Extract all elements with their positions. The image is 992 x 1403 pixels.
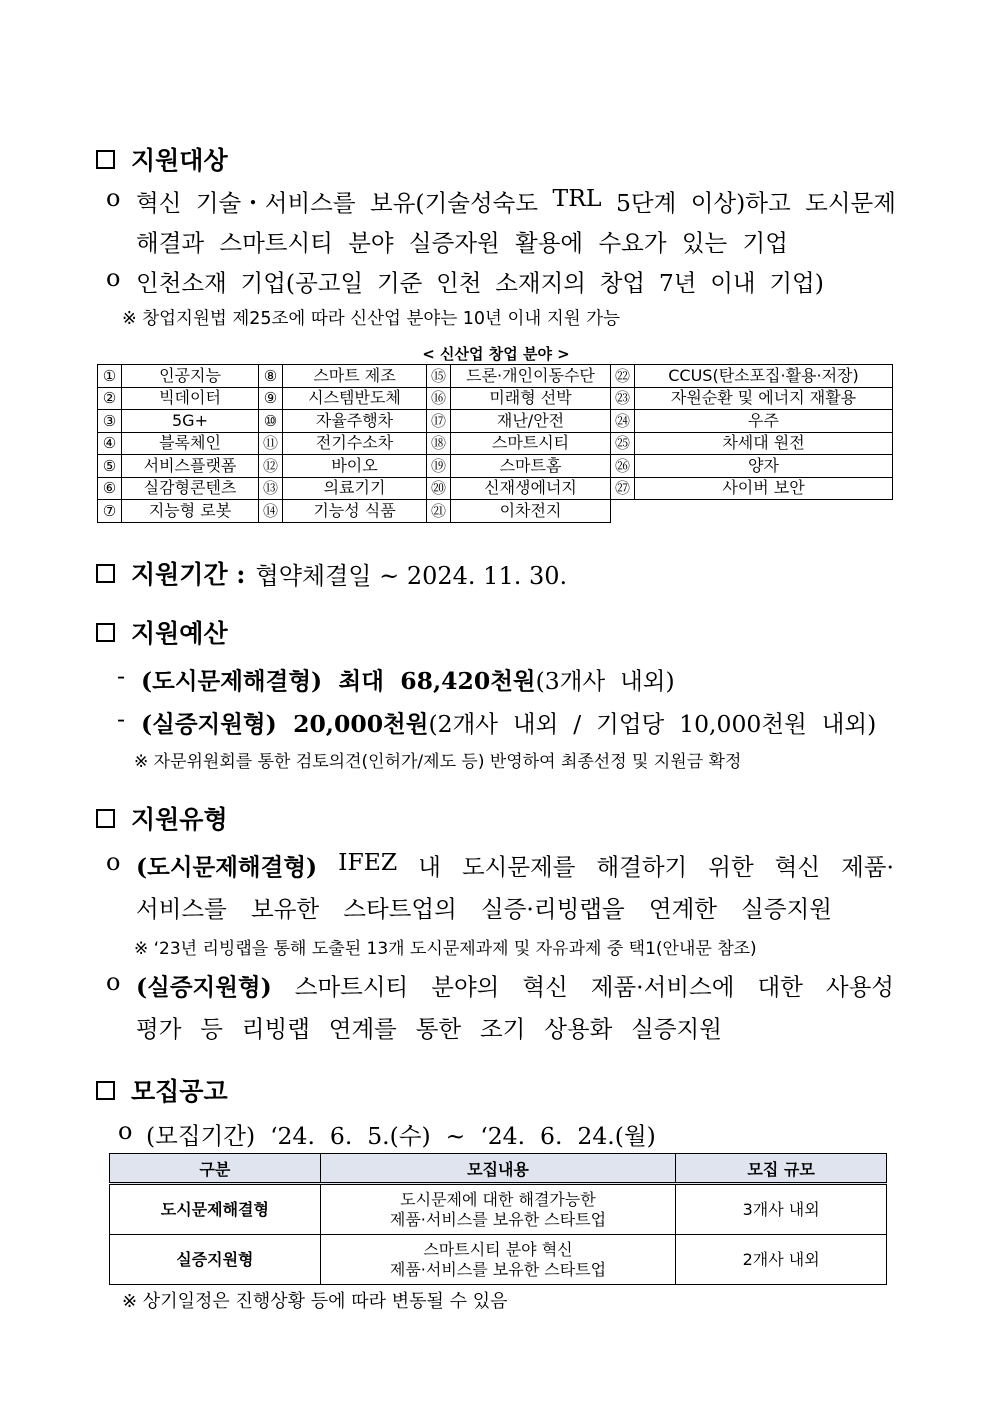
bullet-marker: o — [106, 848, 121, 876]
bullet-marker: o — [118, 1117, 133, 1145]
type-b2-line1: (실증지원형) 스마트시티 분야의 혁신 제품·서비스에 대한 사용성 — [136, 973, 894, 1001]
type-b1-line2: 서비스를 보유한 스타트업의 실증·리빙랩을 연계한 실증지원 — [136, 895, 832, 923]
budget-line1: (도시문제해결형) 최대 68,420천원(3개사 내외) — [141, 667, 675, 695]
field-name: 블록체인 — [122, 432, 259, 455]
field-number: ② — [98, 387, 122, 410]
field-name: 의료기기 — [283, 477, 427, 500]
fields-row — [98, 410, 893, 433]
type-b1-line1: (도시문제해결형) IFEZ 내 도시문제를 해결하기 위한 혁신 제품· — [136, 848, 894, 881]
field-number: ㉕ — [611, 432, 635, 455]
bullet-marker: o — [106, 264, 121, 292]
field-name: 재난/안전 — [451, 410, 611, 433]
field-number: ⑯ — [427, 387, 451, 410]
type-b1-note: ※ ‘23년 리빙랩을 통해 도출된 13개 도시문제과제 및 자유과제 중 택1(안내문 참조) — [134, 939, 757, 959]
field-number: ⑬ — [259, 477, 283, 500]
checkbox-square-icon — [96, 1081, 115, 1100]
field-name: 빅데이터 — [122, 387, 259, 410]
field-number: ⑤ — [98, 455, 122, 478]
target-bullet1-line1: 혁신 기술・서비스를 보유(기술성숙도 TRL 5단계 이상)하고 도시문제 — [136, 184, 896, 217]
field-number: ⑧ — [259, 365, 283, 388]
field-name: 자원순환 및 에너지 재활용 — [635, 387, 893, 410]
budget-note: ※ 자문위원회를 통한 검토의견(인허가/제도 등) 반영하여 최종선정 및 지원금 확정 — [134, 752, 742, 772]
field-number: ⑲ — [427, 455, 451, 478]
bullet-marker: o — [106, 968, 121, 996]
field-name: CCUS(탄소포집·활용·저장) — [635, 365, 893, 388]
field-number: ⑮ — [427, 365, 451, 388]
field-number: ⑥ — [98, 477, 122, 500]
recruit-table-header — [110, 1154, 887, 1184]
field-number: ⑰ — [427, 410, 451, 433]
row-content: 도시문제에 대한 해결가능한 제품·서비스를 보유한 스타트업 — [320, 1184, 676, 1235]
field-name: 서비스플랫폼 — [122, 455, 259, 478]
field-name: 우주 — [635, 410, 893, 433]
section-heading-type: 지원유형 — [96, 800, 228, 836]
period-value: 협약체결일 ~ 2024. 11. 30. — [255, 561, 568, 590]
field-name: 5G+ — [122, 410, 259, 433]
bullet-marker: o — [106, 184, 121, 212]
fields-row — [98, 477, 893, 500]
field-number: ⑱ — [427, 432, 451, 455]
field-name: 자율주행차 — [283, 410, 427, 433]
budget-line2: (실증지원형) 20,000천원(2개사 내외 / 기업당 10,000천원 내외) — [141, 710, 877, 738]
field-number: ㉖ — [611, 455, 635, 478]
field-number: ㉗ — [611, 477, 635, 500]
field-number: ㉑ — [427, 500, 451, 523]
table-row — [110, 1184, 887, 1235]
field-name: 지능형 로봇 — [122, 500, 259, 523]
fields-row — [98, 455, 893, 478]
field-name: 전기수소차 — [283, 432, 427, 455]
checkbox-square-icon — [96, 564, 115, 583]
field-number: ① — [98, 365, 122, 388]
field-number: ⑫ — [259, 455, 283, 478]
field-name: 바이오 — [283, 455, 427, 478]
field-name: 스마트 제조 — [283, 365, 427, 388]
section-heading-period: 지원기간 : 협약체결일 ~ 2024. 11. 30. — [96, 555, 567, 591]
target-note: ※ 창업지원법 제25조에 따라 신산업 분야는 10년 이내 지원 가능 — [122, 309, 621, 329]
dash-marker: - — [117, 662, 126, 690]
field-name: 이차전지 — [451, 500, 611, 523]
checkbox-square-icon — [96, 623, 115, 642]
table-row — [110, 1235, 887, 1285]
field-name: 신재생에너지 — [451, 477, 611, 500]
field-name: 사이버 보안 — [635, 477, 893, 500]
fields-row — [98, 387, 893, 410]
col-header-category: 구분 — [110, 1154, 321, 1184]
target-bullet2: 인천소재 기업(공고일 기준 인천 소재지의 창업 7년 이내 기업) — [136, 269, 824, 297]
field-name: 스마트홈 — [451, 455, 611, 478]
checkbox-square-icon — [96, 150, 115, 169]
field-name: 미래형 선박 — [451, 387, 611, 410]
field-name: 양자 — [635, 455, 893, 478]
section-heading-recruit: 모집공고 — [96, 1072, 228, 1108]
fields-table-title: < 신산업 창업 분야 > — [422, 345, 570, 363]
type-b2-line2: 평가 등 리빙랩 연계를 통한 조기 상용화 실증지원 — [136, 1015, 722, 1043]
section-heading-budget: 지원예산 — [96, 614, 228, 650]
row-category: 실증지원형 — [110, 1235, 321, 1285]
fields-table — [97, 364, 893, 523]
field-number: ⑩ — [259, 410, 283, 433]
section-heading-target: 지원대상 — [96, 141, 228, 177]
fields-row — [98, 432, 893, 455]
row-scale: 3개사 내외 — [676, 1184, 887, 1235]
field-name: 기능성 식품 — [283, 500, 427, 523]
row-category: 도시문제해결형 — [110, 1184, 321, 1235]
field-number: ㉓ — [611, 387, 635, 410]
dash-marker: - — [117, 705, 126, 733]
recruit-table — [109, 1153, 887, 1285]
recruit-period: (모집기간) ‘24. 6. 5.(수) ~ ‘24. 6. 24.(월) — [146, 1122, 656, 1150]
row-scale: 2개사 내외 — [676, 1235, 887, 1285]
field-number: ㉒ — [611, 365, 635, 388]
target-bullet1-line2: 해결과 스마트시티 분야 실증자원 활용에 수요가 있는 기업 — [136, 229, 788, 257]
field-name: 인공지능 — [122, 365, 259, 388]
checkbox-square-icon — [96, 809, 115, 828]
field-name: 드론·개인이동수단 — [451, 365, 611, 388]
fields-row — [98, 500, 893, 523]
col-header-content: 모집내용 — [320, 1154, 676, 1184]
field-number: ⑭ — [259, 500, 283, 523]
recruit-note: ※ 상기일정은 진행상황 등에 따라 변동될 수 있음 — [122, 1291, 508, 1312]
field-name: 차세대 원전 — [635, 432, 893, 455]
fields-row — [98, 365, 893, 388]
field-name: 스마트시티 — [451, 432, 611, 455]
field-number: ⑦ — [98, 500, 122, 523]
field-number: ④ — [98, 432, 122, 455]
field-number: ㉔ — [611, 410, 635, 433]
field-number: ⑳ — [427, 477, 451, 500]
row-content: 스마트시티 분야 혁신 제품·서비스를 보유한 스타트업 — [320, 1235, 676, 1285]
field-name: 실감형콘텐츠 — [122, 477, 259, 500]
field-number: ⑪ — [259, 432, 283, 455]
field-number: ③ — [98, 410, 122, 433]
field-number: ⑨ — [259, 387, 283, 410]
col-header-scale: 모집 규모 — [676, 1154, 887, 1184]
field-name: 시스템반도체 — [283, 387, 427, 410]
